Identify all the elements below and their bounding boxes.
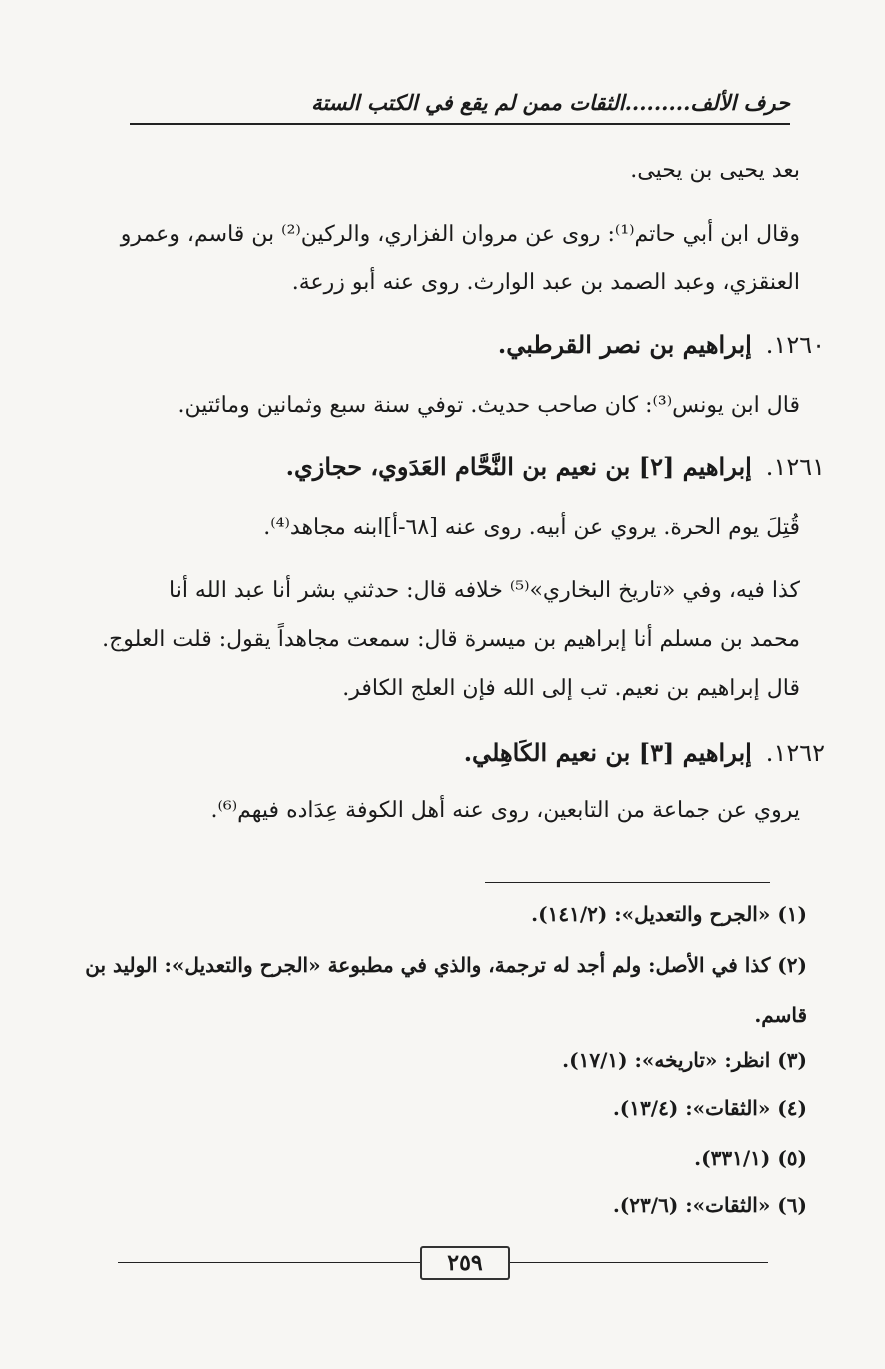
entry-heading-1261 bbox=[286, 452, 825, 481]
footnote: (١) «الجرح والتعديل»: (١٤١/٢). bbox=[531, 902, 807, 926]
entry-title: إبراهيم بن نصر القرطبي. bbox=[497, 330, 752, 359]
entry-number: ١٢٦٢. bbox=[765, 739, 825, 767]
entry-number: ١٢٦١. bbox=[765, 453, 825, 481]
text-line: بعد يحيى بن يحيى. bbox=[630, 158, 800, 183]
footnote: قاسم. bbox=[754, 1003, 807, 1027]
text-line: كذا فيه، وفي «تاريخ البخاري»⁽⁵⁾ خلافه قال: حدثني بشر أنا عبد الله أنا bbox=[169, 578, 800, 603]
text-line: قال ابن يونس⁽³⁾: كان صاحب حديث. توفي سنة سبع وثمانين ومائتين. bbox=[177, 393, 800, 418]
text-line: قُتِلَ يوم الحرة. يروي عن أبيه. روى عنه [٦٨-أ]ابنه مجاهد⁽⁴⁾. bbox=[263, 515, 800, 540]
footnote: (٢) كذا في الأصل: ولم أجد له ترجمة، والذي في مطبوعة «الجرح والتعديل»: الوليد بن bbox=[85, 953, 807, 977]
entry-title: إبراهيم [٢] بن نعيم بن النَّحَّام العَدَوي، حجازي. bbox=[285, 452, 752, 481]
footnote-separator bbox=[485, 882, 770, 883]
running-header: حرف الألف.........الثقات ممن لم يقع في الكتب الستة bbox=[130, 90, 790, 125]
page-number: ٢٥٩ bbox=[420, 1246, 510, 1280]
footnote: (٣) انظر: «تاريخه»: (١٧/١). bbox=[562, 1048, 807, 1072]
footnote: (٦) «الثقات»: (٢٣/٦). bbox=[612, 1193, 807, 1217]
footnote: (٥) (٣٣١/١). bbox=[694, 1146, 807, 1170]
text-line: قال إبراهيم بن نعيم. تب إلى الله فإن العلج الكافر. bbox=[342, 676, 800, 701]
footnote: (٤) «الثقات»: (١٣/٤). bbox=[612, 1096, 807, 1120]
entry-heading-1260 bbox=[498, 330, 825, 359]
text-line: العنقزي، وعبد الصمد بن عبد الوارث. روى عنه أبو زرعة. bbox=[291, 270, 800, 295]
text-line: محمد بن مسلم أنا إبراهيم بن ميسرة قال: سمعت مجاهداً يقول: قلت العلوج. bbox=[102, 627, 800, 652]
entry-number: ١٢٦٠. bbox=[765, 331, 825, 359]
entry-title: إبراهيم [٣] بن نعيم الكَاهِلي. bbox=[463, 738, 752, 767]
text-line: وقال ابن أبي حاتم⁽¹⁾: روى عن مروان الفزاري، والركين⁽²⁾ بن قاسم، وعمرو bbox=[120, 222, 800, 247]
entry-heading-1262 bbox=[464, 738, 825, 767]
text-line: يروي عن جماعة من التابعين، روى عنه أهل الكوفة عِدَاده فيهم⁽⁶⁾. bbox=[210, 798, 800, 823]
